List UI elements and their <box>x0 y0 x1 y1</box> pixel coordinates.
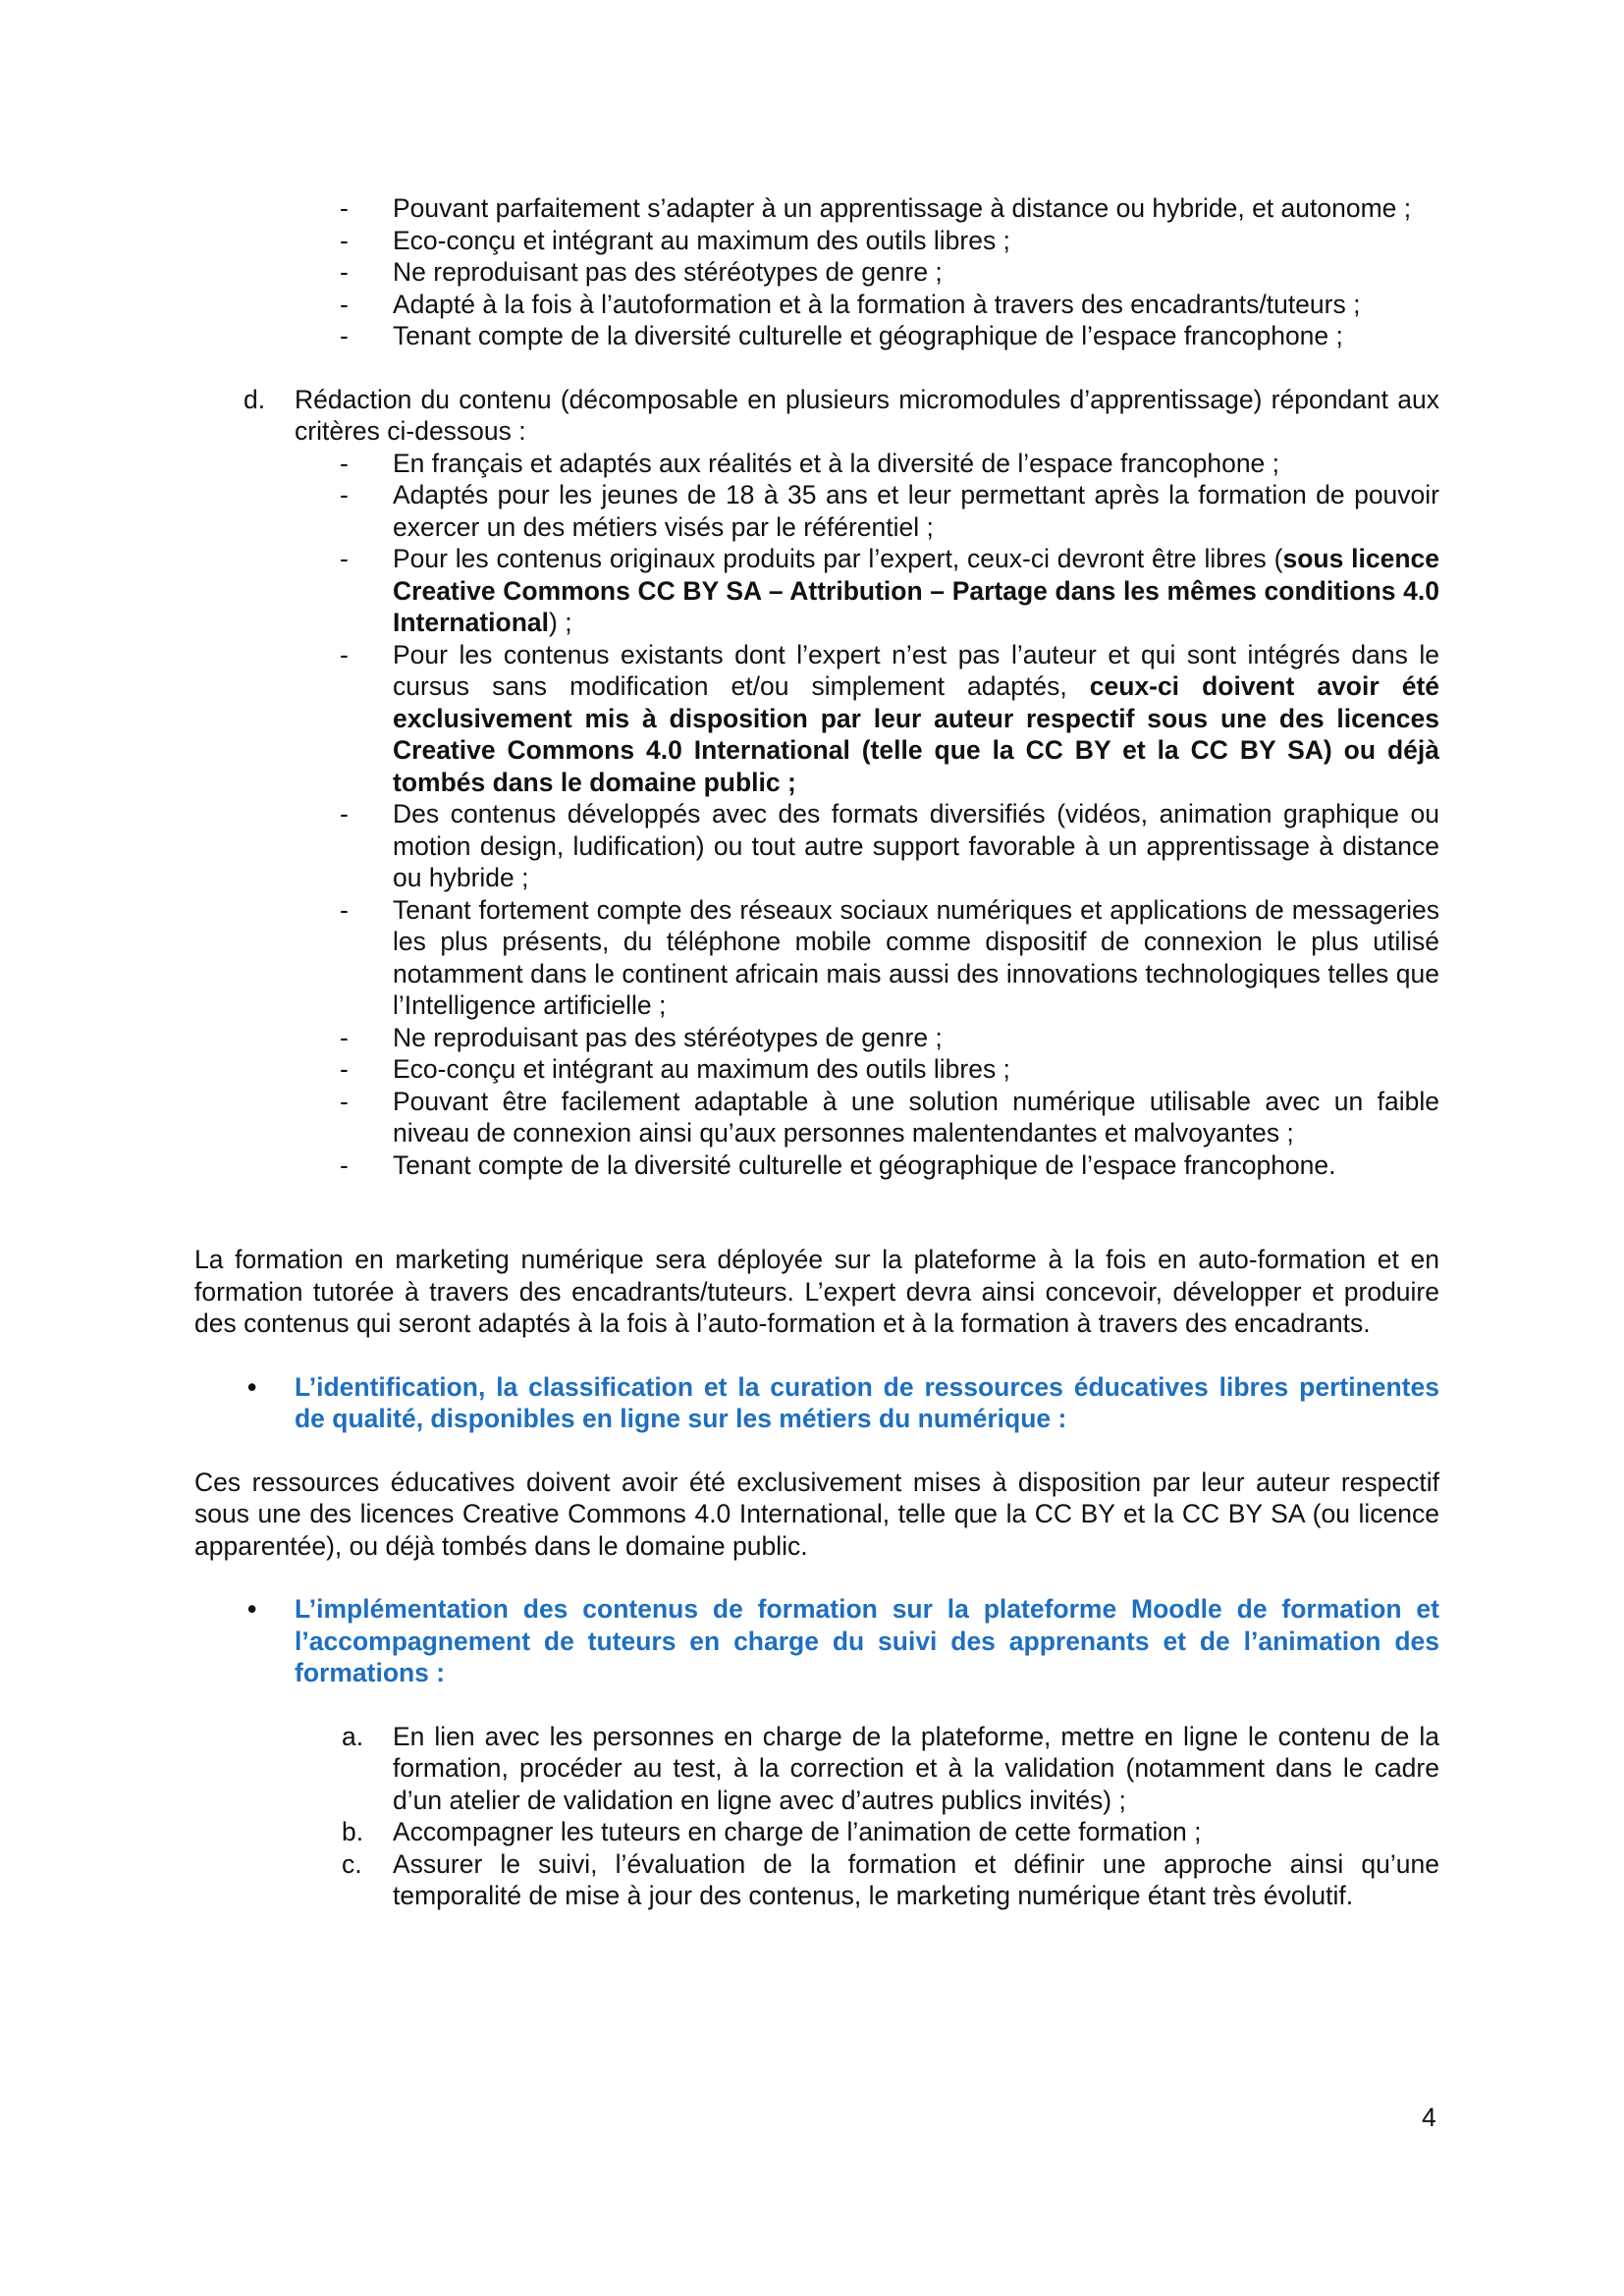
heading-identification-text: L’identification, la classification et la curation de ressources éducatives libres pertinentes de qualité, disponibles en ligne sur les métiers du numérique : <box>295 1371 1439 1433</box>
item-d <box>194 384 1439 1182</box>
item-d-intro: Rédaction du contenu (décomposable en plusieurs micromodules d’apprentissage) répondant aux critères ci-dessous : <box>295 384 1439 446</box>
page-number: 4 <box>1422 2103 1436 2132</box>
dash-marker: - <box>340 1149 349 1180</box>
license-bold-text: sous licence Creative Commons CC BY SA – Attribution – Partage dans les mêmes conditions 4.0 International <box>393 544 1439 637</box>
list-item: - Adaptés pour les jeunes de 18 à 35 ans et leur permettant après la formation de pouvoir exercer un des métiers visés par le référentiel ; <box>340 480 1439 542</box>
list-item: - Eco-conçu et intégrant au maximum des outils libres ; <box>340 225 1010 255</box>
list-item: - Ne reproduisant pas des stéréotypes de genre ; <box>340 257 943 287</box>
dash-marker: - <box>340 480 349 509</box>
heading-identification <box>194 1371 1439 1435</box>
dash-marker: - <box>340 1086 349 1116</box>
list-item: - Pouvant être facilement adaptable à une solution numérique utilisable avec un faible niveau de connexion ainsi qu’aux personnes malentendantes et malvoyantes ; <box>340 1086 1439 1148</box>
dash-marker: - <box>340 257 349 287</box>
dash-marker: - <box>340 1022 349 1052</box>
step-marker: a. <box>342 1721 364 1751</box>
list-item: - Tenant compte de la diversité culturelle et géographique de l’espace francophone. <box>340 1149 1336 1180</box>
heading-implementation <box>194 1593 1439 1689</box>
dash-marker: - <box>340 448 349 478</box>
step-marker: b. <box>342 1817 364 1846</box>
dash-marker: - <box>340 193 349 223</box>
list-item: - Adapté à la fois à l’autoformation et à la formation à travers des encadrants/tuteurs ; <box>340 289 1361 319</box>
list-item: a. En lien avec les personnes en charge de la plateforme, mettre en ligne le contenu de la formation, procéder au test, à la correction et à la validation (notamment dans le cadre d’un atelier de validation en ligne avec d’autres publics invités) ; <box>342 1721 1439 1815</box>
dash-marker: - <box>340 894 349 925</box>
criteria-list-top <box>194 192 1439 352</box>
heading-implementation-text: L’implémentation des contenus de formation sur la plateforme Moodle de formation et l’accompagnement de tuteurs en charge du suivi des apprenants et de l’animation des formations : <box>295 1594 1439 1687</box>
list-item: - En français et adaptés aux réalités et à la diversité de l’espace francophone ; <box>340 448 1280 478</box>
license-bold-text: ceux-ci doivent avoir été exclusivement mis à disposition par leur auteur respectif sous une des licences Creative Commons 4.0 International (telle que la CC BY et la CC BY SA) ou déjà tombés dans le domaine public ; <box>393 671 1440 797</box>
list-item: - Pour les contenus existants dont l’expert n’est pas l’auteur et qui sont intégrés dans le cursus sans modification et/ou simplement adaptés, ceux-ci doivent avoir été exclusivement mis à disposition par leur auteur respectif sous une des licences Creative Commons 4.0 International (telle que la CC BY et la CC BY SA) ou déjà tombés dans le domaine public ; <box>340 639 1440 797</box>
dash-marker: - <box>340 799 349 828</box>
bullet-icon: • <box>247 1371 257 1402</box>
list-item: - Tenant fortement compte des réseaux sociaux numériques et applications de messageries les plus présents, du téléphone mobile comme dispositif de connexion le plus utilisé notamment dans le continent africain mais aussi des innovations technologiques telles que l’Intelligence artificielle ; <box>340 894 1439 1020</box>
dash-marker: - <box>340 225 349 255</box>
dash-marker: - <box>340 289 349 319</box>
list-item: - Eco-conçu et intégrant au maximum des outils libres ; <box>340 1054 1010 1084</box>
page-content <box>194 192 1439 1912</box>
list-item: c. Assurer le suivi, l’évaluation de la formation et définir une approche ainsi qu’une temporalité de mise à jour des contenus, le marketing numérique étant très évolutif. <box>342 1848 1439 1910</box>
implementation-steps-list <box>194 1721 1439 1912</box>
bullet-icon: • <box>247 1594 257 1624</box>
criteria-list-d <box>194 448 1439 1182</box>
paragraph-resources: Ces ressources éducatives doivent avoir été exclusivement mises à disposition par leur auteur respectif sous une des licences Creative Commons 4.0 International, telle que la CC BY et la CC BY SA (ou licence apparentée), ou déjà tombés dans le domaine public. <box>194 1467 1439 1561</box>
list-item: - Pour les contenus originaux produits par l’expert, ceux-ci devront être libres (sous licence Creative Commons CC BY SA – Attribution – Partage dans les mêmes conditions 4.0 International) ; <box>340 544 1439 637</box>
item-d-marker: d. <box>244 384 266 414</box>
dash-marker: - <box>340 639 349 669</box>
list-item: - Pouvant parfaitement s’adapter à un apprentissage à distance ou hybride, et autonome ; <box>340 193 1412 223</box>
list-item: - Tenant compte de la diversité culturelle et géographique de l’espace francophone ; <box>340 321 1343 350</box>
dash-marker: - <box>340 1054 349 1084</box>
list-item: - Des contenus développés avec des formats diversifiés (vidéos, animation graphique ou motion design, ludification) ou tout autre support favorable à un apprentissage à distance ou hybride ; <box>340 799 1439 892</box>
step-marker: c. <box>342 1848 362 1879</box>
dash-marker: - <box>340 321 349 350</box>
list-item: b. Accompagner les tuteurs en charge de l’animation de cette formation ; <box>342 1817 1202 1846</box>
list-item: - Ne reproduisant pas des stéréotypes de genre ; <box>340 1022 943 1052</box>
dash-marker: - <box>340 544 349 573</box>
paragraph-marketing: La formation en marketing numérique sera déployée sur la plateforme à la fois en auto-formation et en formation tutorée à travers des encadrants/tuteurs. L’expert devra ainsi concevoir, développer et produire des contenus qui seront adaptés à la fois à l’auto-formation et à la formation à travers des encadrants. <box>194 1245 1439 1338</box>
